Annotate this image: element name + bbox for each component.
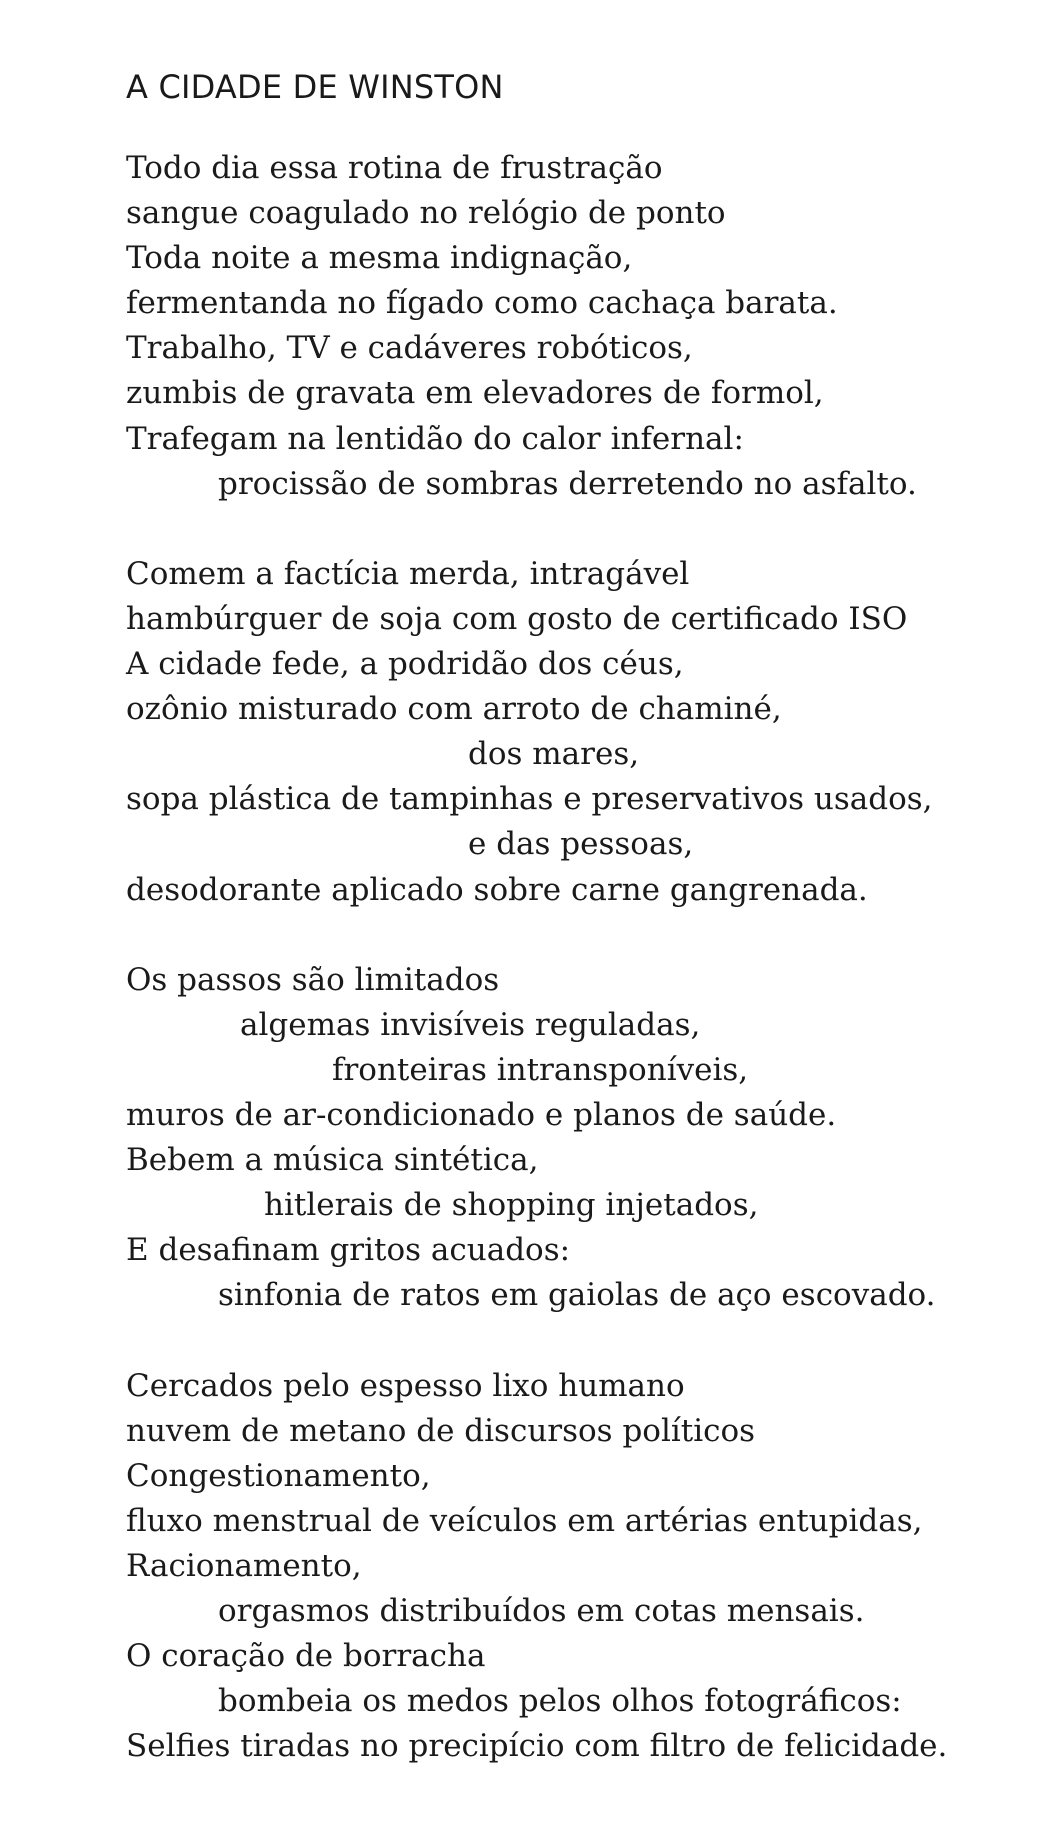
poem-line: muros de ar-condicionado e planos de saúde. (126, 1096, 837, 1133)
poem-line: ozônio misturado com arroto de chaminé, (126, 691, 782, 728)
poem-line-indented: sinfonia de ratos em gaiolas de aço escovado. (218, 1277, 936, 1314)
poem-line-indented: procissão de sombras derretendo no asfalto. (218, 465, 917, 502)
poem-line: sopa plástica de tampinhas e preservativos usados, (126, 781, 933, 818)
poem-line: nuvem de metano de discursos políticos (126, 1412, 756, 1449)
stanza-break (126, 913, 1026, 958)
poem-body (126, 146, 1026, 1769)
poem-line: zumbis de gravata em elevadores de formol, (126, 375, 824, 412)
poem-line: Trabalho, TV e cadáveres robóticos, (126, 330, 693, 367)
stanza-break (126, 1318, 1026, 1363)
poem-line: Cercados pelo espesso lixo humano (126, 1367, 685, 1404)
poem-line: Trafegam na lentidão do calor infernal: (126, 420, 744, 457)
poem-line-indented: orgasmos distribuídos em cotas mensais. (218, 1593, 865, 1629)
poem-line: Todo dia essa rotina de frustração (126, 150, 663, 186)
poem-line: Congestionamento, (126, 1457, 431, 1494)
poem-line: Toda noite a mesma indignação, (126, 240, 633, 277)
poem-line: Selfies tiradas no precipício com filtro de felicidade. (126, 1728, 948, 1765)
poem-line: desodorante aplicado sobre carne gangrenada. (126, 871, 868, 908)
poem-line: O coração de borracha (126, 1638, 486, 1675)
poem-line: fluxo menstrual de veículos em artérias entupidas, (126, 1502, 923, 1539)
poem-line-indented: algemas invisíveis reguladas, (240, 1006, 701, 1043)
poem-line-indented: e das pessoas, (468, 826, 694, 863)
stanza (126, 146, 1026, 507)
poem-line-indented: bombeia os medos pelos olhos fotográficos: (218, 1683, 902, 1720)
poem-line: E desafinam gritos acuados: (126, 1232, 571, 1269)
stanza (126, 1364, 1026, 1770)
poem-line-indented: dos mares, (468, 736, 640, 773)
poem-line-indented: hitlerais de shopping injetados, (264, 1187, 759, 1224)
poem-line: Racionamento, (126, 1547, 362, 1584)
poem-line: A cidade fede, a podridão dos céus, (126, 646, 684, 683)
poem-line-indented: fronteiras intransponíveis, (332, 1051, 749, 1088)
poem-line: Comem a factícia merda, intragável (126, 555, 690, 592)
poem-line: sangue coagulado no relógio de ponto (126, 195, 726, 232)
stanza (126, 552, 1026, 913)
poem-line: hambúrguer de soja com gosto de certificado ISO (126, 600, 908, 637)
poem-line: Bebem a música sintética, (126, 1142, 539, 1179)
poem-line: fermentanda no fígado como cachaça barata. (126, 285, 838, 322)
stanza (126, 958, 1026, 1319)
poem-title: A CIDADE DE WINSTON (126, 68, 504, 106)
poem-line: Os passos são limitados (126, 961, 500, 998)
stanza-break (126, 507, 1026, 552)
